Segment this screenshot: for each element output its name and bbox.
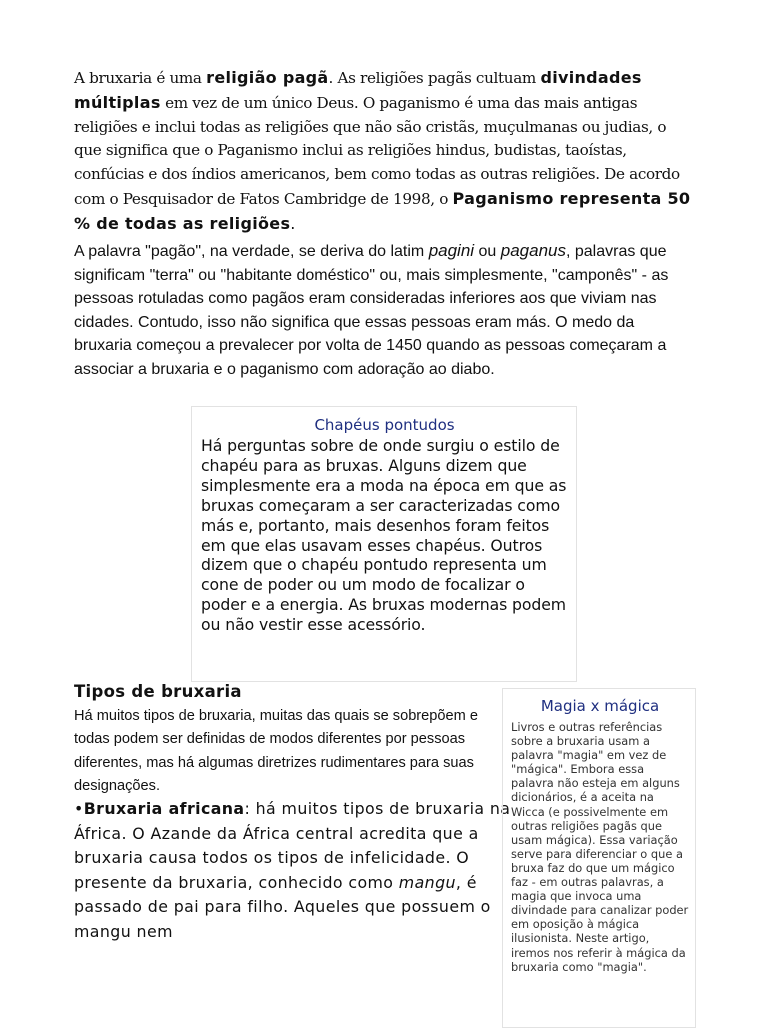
section-intro-paragraph: Há muitos tipos de bruxaria, muitas das quais se sobrepõem e todas podem ser definidas de modos diferentes por pessoas diferentes, mas há algumas diretrizes rudimentares para suas designações. — [74, 708, 478, 794]
intro-paragraph — [74, 66, 698, 237]
intro-bold-religiao-paga: religião pagã — [206, 68, 329, 87]
sidebar-box-chapeus-body: Há perguntas sobre de onde surgiu o estilo de chapéu para as bruxas. Alguns dizem que simplesmente era a moda na época em que as bruxas começaram a ser caracterizadas como más e, portanto, mais desenhos foram feitos em que elas usavam esses chapéus. Outros dizem que o chapéu pontudo representa um cone de poder ou um modo de focalizar o poder e a energia. As bruxas modernas podem ou não vestir esse acessório. — [201, 436, 567, 635]
etymology-italic-pagini: pagini — [428, 241, 475, 260]
intro-bold-divindades: divindades múltiplas — [74, 68, 642, 112]
sidebar-box-magia-body: Livros e outras referências sobre a bruxaria usam a palavra "magia" em vez de "mágica". Embora essa palavra não esteja em alguns dicionários, é a aceita na Wicca (e possivelmente em outras religiões pagãs que usam mágica). Essa variação serve para diferenciar o que a bruxa faz do que um mágico faz - em outras palavras, a magia que invoca uma divindade para canalizar poder em oposição à mágica ilusionista. Neste artigo, iremos nos referir à mágica da bruxaria como "magia". — [511, 720, 689, 974]
bullet-italic-mangu: mangu — [398, 872, 456, 892]
bullet-text-2: , é passado de pai para filho. Aqueles que possuem o mangu nem — [74, 872, 491, 941]
intro-text-1: A bruxaria é uma — [74, 69, 207, 87]
etymology-italic-paganus: paganus — [500, 241, 566, 260]
etymology-paragraph — [74, 239, 684, 381]
etymology-text-2: ou — [474, 243, 501, 260]
intro-text-4: . — [290, 213, 296, 233]
sidebar-box-chapeus-title: Chapéus pontudos — [314, 416, 455, 434]
sidebar-box-magia — [502, 688, 696, 1028]
bullet-text-1: : há muitos tipos de bruxaria na África. O Azande da África central acredita que a bruxaria causa todos os tipos de infelicidade. O presente da bruxaria, conhecido como — [74, 799, 511, 892]
intro-bold-paganismo-stat: Paganismo representa 50 % de todas as religiões — [74, 188, 691, 233]
bullet-mark: • — [74, 799, 84, 818]
sidebar-box-magia-title: Magia x mágica — [540, 697, 660, 715]
etymology-text-3: , palavras que significam "terra" ou "habitante doméstico" ou, mais simplesmente, "camponês" - as pessoas rotuladas como pagãos eram consideradas inferiores aos que viviam nas cidades. Contudo, isso não significa que essas pessoas eram más. O medo da bruxaria começou a prevalecer por volta de 1450 quando as pessoas começaram a associar a bruxaria e o paganismo com adoração ao diabo. — [74, 243, 669, 378]
etymology-text-1: A palavra "pagão", na verdade, se deriva do latim — [74, 243, 429, 260]
intro-text-3: em vez de um único Deus. O paganismo é uma das mais antigas religiões e inclui todas as religiões que não são cristãs, muçulmanas ou judias, o que significa que o Paganismo inclui as religiões hindus, budistas, taoístas, confúcias e dos índios americanos, bem como todas as outras religiões. De acordo com o Pesquisador de Fatos Cambridge de 1998, o — [74, 93, 680, 208]
sidebar-box-chapeus — [191, 406, 577, 682]
section-title-tipos: Tipos de bruxaria — [74, 682, 242, 701]
bullet-bold-label: Bruxaria africana — [83, 799, 245, 818]
intro-text-2: . As religiões pagãs cultuam — [328, 69, 541, 87]
bullet-bruxaria-africana — [74, 797, 514, 945]
